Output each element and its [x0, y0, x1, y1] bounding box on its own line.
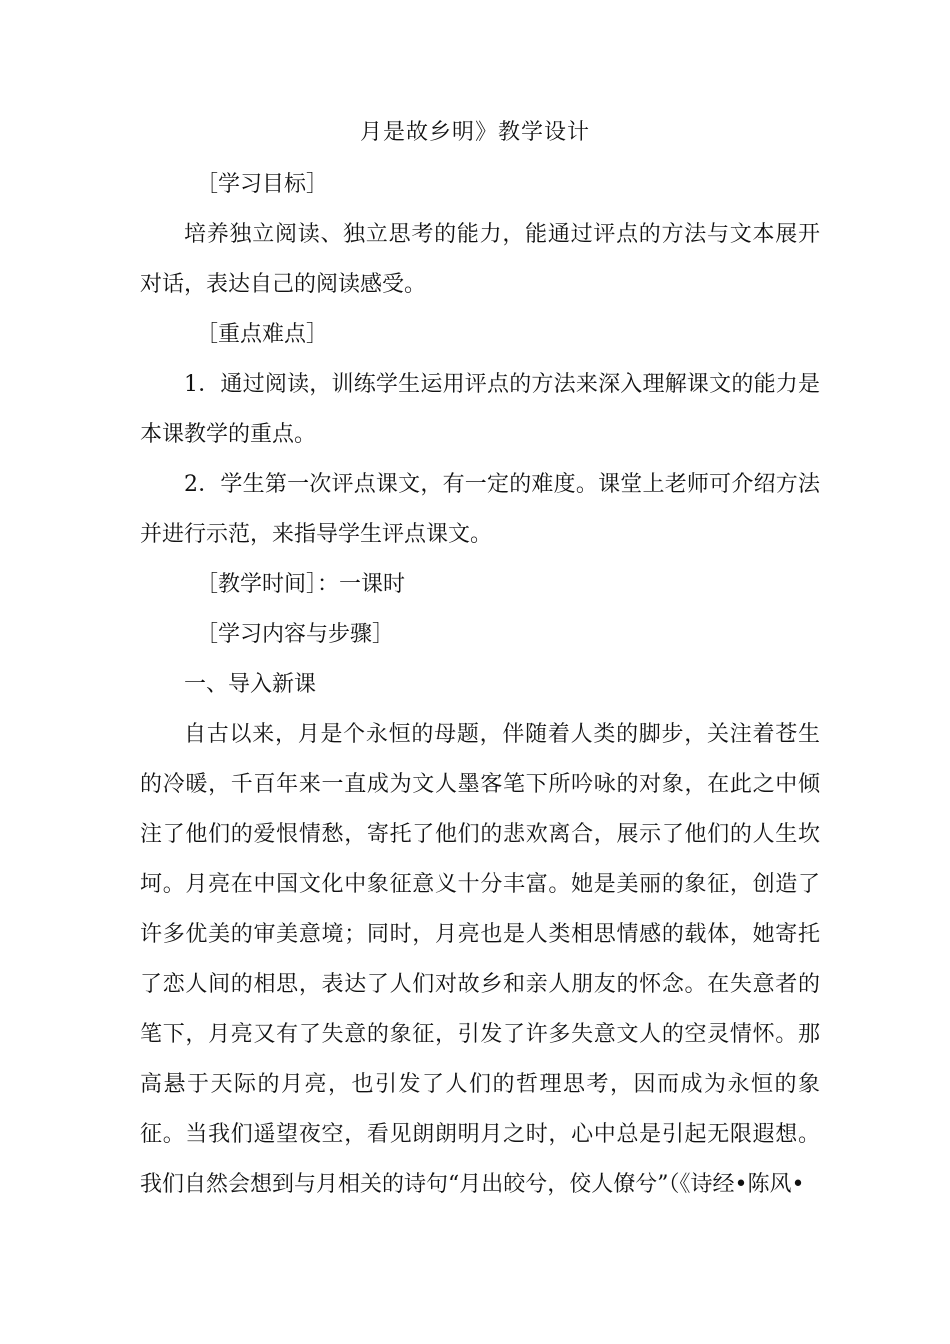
paragraph-section-1: 自古以来，月是个永恒的母题，伴随着人类的脚步，关注着苍生的冷暖，千百年来一直成为文人墨客笔下所吟咏的对象，在此之中倾注了他们的爱恨情愁，寄托了他们的悲欢离合，展示了他们的人生坎坷。月亮在中国文化中象征意义十分丰富。她是美丽的象征，创造了许多优美的审美意境；同时，月亮也是人类相思情感的载体，她寄托了恋人间的相思，表达了人们对故乡和亲人朋友的怀念。在失意者的笔下，月亮又有了失意的象征，引发了许多失意文人的空灵情怀。那高悬于天际的月亮，也引发了人们的哲理思考，因而成为永恒的象征。当我们遥望夜空，看见朗朗明月之时，心中总是引起无限遐想。我们自然会想到与月相关的诗句“月出皎兮，佼人僚兮”（《诗经•陈风• — [140, 722, 820, 1197]
heading-time: ［教学时间］：一课时 — [196, 572, 406, 597]
section-1-title: 一、导入新课 — [184, 672, 317, 697]
document-body — [140, 160, 820, 1210]
paragraph-keypoint-1: 1．通过阅读，训练学生运用评点的方法来深入理解课文的能力是本课教学的重点。 — [140, 372, 820, 447]
heading-steps: ［学习内容与步骤］ — [196, 622, 395, 647]
heading-keypoints: ［重点难点］ — [196, 322, 329, 347]
document-title: 月是故乡明》教学设计 — [359, 120, 590, 145]
paragraph-keypoint-2: 2．学生第一次评点课文，有一定的难度。课堂上老师可介绍方法并进行示范，来指导学生评点课文。 — [140, 472, 820, 547]
heading-objectives: ［学习目标］ — [196, 172, 329, 197]
paragraph-objectives: 培养独立阅读、独立思考的能力，能通过评点的方法与文本展开对话，表达自己的阅读感受。 — [140, 222, 820, 297]
